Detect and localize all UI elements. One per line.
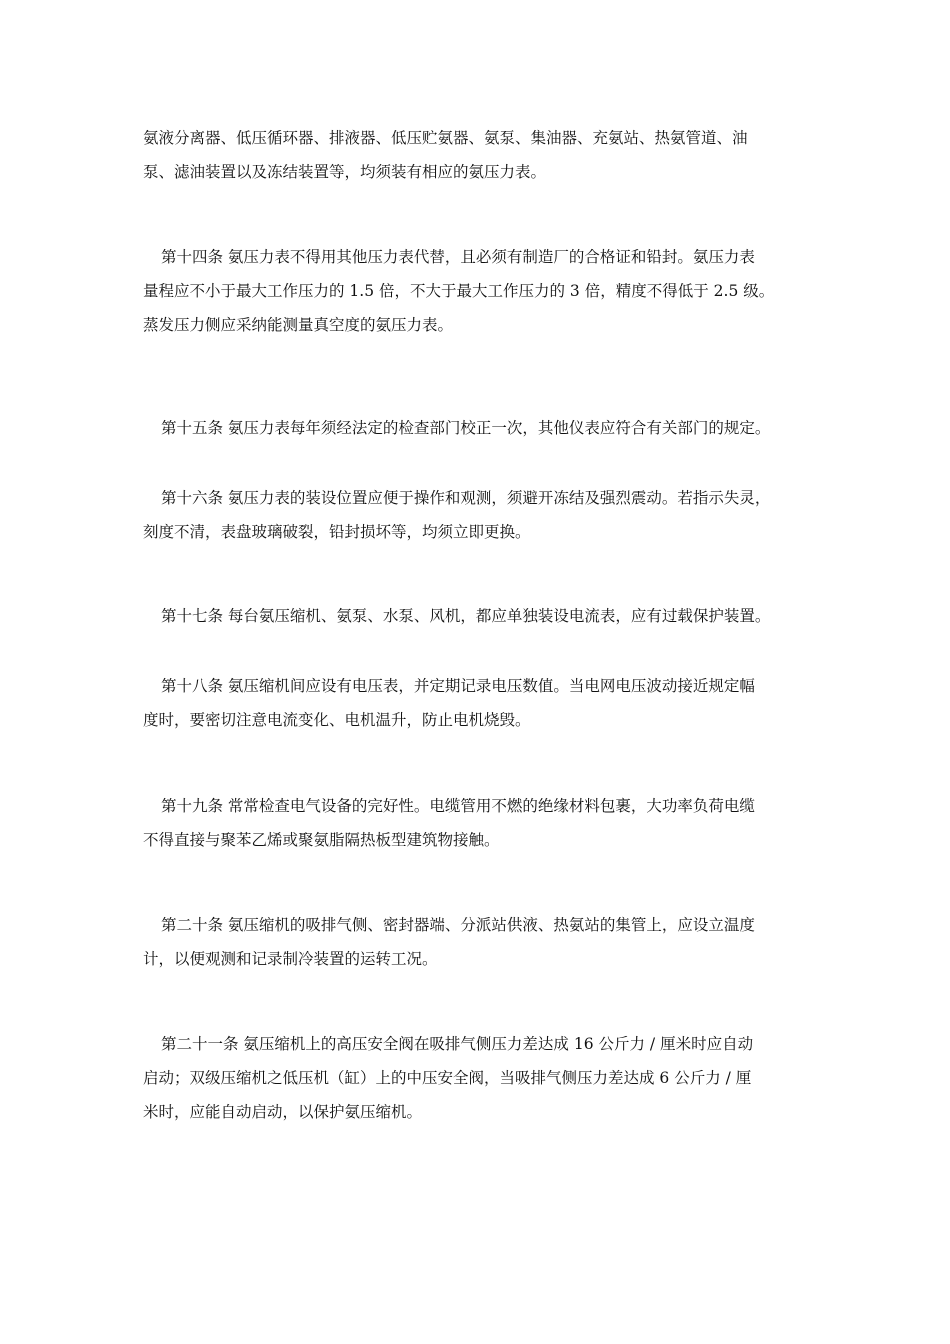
text-line: 第二十条 氨压缩机的吸排气侧、密封器端、分派站供液、热氨站的集管上，应设立温度 [161, 916, 755, 934]
text-line: 第十七条 每台氨压缩机、氨泵、水泵、风机，都应单独装设电流表，应有过载保护装置。 [161, 607, 771, 625]
text-line: 第二十一条 氨压缩机上的高压安全阀在吸排气侧压力差达成 16 公斤力 / 厘米时应自动 [161, 1035, 754, 1053]
text-line: 第十六条 氨压力表的装设位置应便于操作和观测，须避开冻结及强烈震动。若指示失灵， [161, 489, 771, 507]
text-line: 氨液分离器、低压循环器、排液器、低压贮氨器、氨泵、集油器、充氨站、热氨管道、油 [143, 129, 748, 147]
text-line: 第十四条 氨压力表不得用其他压力表代替，且必须有制造厂的合格证和铅封。氨压力表 [161, 248, 755, 266]
text-line: 第十五条 氨压力表每年须经法定的检查部门校正一次，其他仪表应符合有关部门的规定。 [161, 419, 771, 437]
text-line: 第十九条 常常检查电气设备的完好性。电缆管用不燃的绝缘材料包裹，大功率负荷电缆 [161, 797, 755, 815]
text-line: 量程应不小于最大工作压力的 1.5 倍，不大于最大工作压力的 3 倍，精度不得低于 2.5 级。 [143, 282, 775, 300]
paragraph-article-20 [143, 908, 823, 976]
paragraph-article-21 [143, 1027, 823, 1129]
text-line: 不得直接与聚苯乙烯或聚氨脂隔热板型建筑物接触。 [143, 831, 500, 849]
paragraph-article-19 [143, 789, 823, 857]
text-line: 泵、滤油装置以及冻结装置等，均须装有相应的氨压力表。 [143, 163, 547, 181]
text-line: 度时，要密切注意电流变化、电机温升，防止电机烧毁。 [143, 711, 531, 729]
paragraph-article-16 [143, 481, 823, 549]
paragraph-article-18 [143, 669, 823, 737]
text-line: 米时，应能自动启动，以保护氨压缩机。 [143, 1103, 423, 1121]
paragraph-intro [143, 121, 823, 189]
text-line: 第十八条 氨压缩机间应设有电压表，并定期记录电压数值。当电网电压波动接近规定幅 [161, 677, 755, 695]
paragraph-article-15 [143, 411, 823, 445]
paragraph-article-17 [143, 599, 823, 633]
text-line: 刻度不清，表盘玻璃破裂，铅封损坏等，均须立即更换。 [143, 523, 531, 541]
text-line: 蒸发压力侧应采纳能测量真空度的氨压力表。 [143, 316, 454, 334]
text-line: 启动；双级压缩机之低压机（缸）上的中压安全阀，当吸排气侧压力差达成 6 公斤力 / 厘 [143, 1069, 752, 1087]
paragraph-article-14 [143, 240, 823, 342]
text-line: 计，以便观测和记录制冷装置的运转工况。 [143, 950, 438, 968]
